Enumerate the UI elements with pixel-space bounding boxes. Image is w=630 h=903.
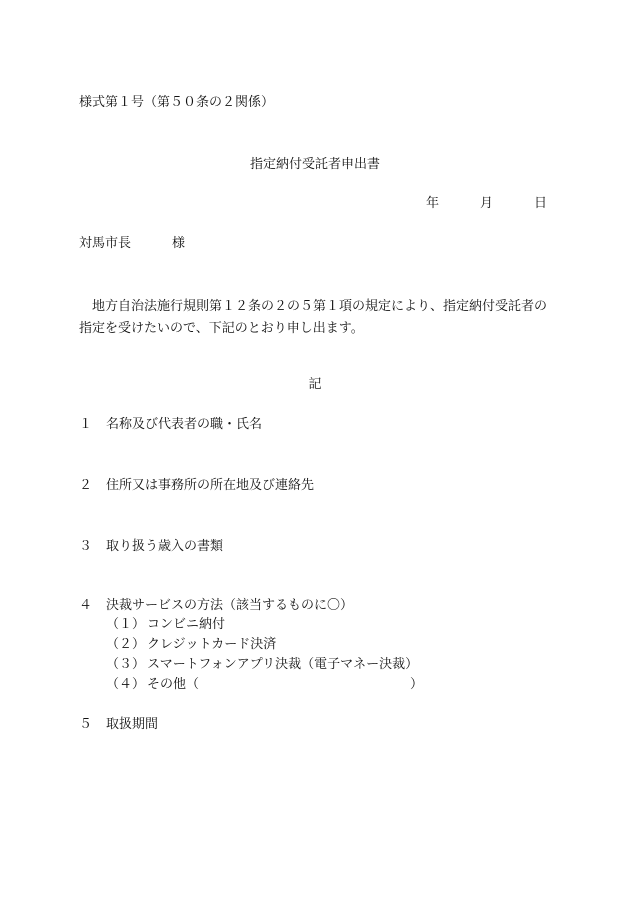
body-paragraph: 地方自治法施行規則第１２条の２の５第１項の規定により、指定納付受託者の指定を受けたいので、下記のとおり申し出ます。 [79, 299, 548, 336]
item-number: ５ [79, 717, 93, 732]
form-number: 様式第１号（第５０条の２関係） [79, 95, 275, 110]
item-label-address-contact: 住所又は事務所の所在地及び連絡先 [106, 478, 315, 493]
ki-heading: 記 [308, 377, 322, 392]
item-number: ４ [79, 598, 93, 613]
payment-method-number: （２） [106, 637, 146, 652]
payment-method-other: その他（ [147, 677, 200, 692]
payment-method-number: （１） [106, 617, 146, 632]
date-line [420, 195, 555, 212]
date-month-label: 月 [480, 196, 494, 211]
item-number: １ [79, 417, 93, 432]
date-year-label: 年 [426, 196, 440, 211]
item-label-payment-method: 決裁サービスの方法（該当するものに〇） [106, 598, 354, 613]
document-title: 指定納付受託者申出書 [249, 157, 380, 172]
addressee-honorific: 様 [172, 236, 186, 251]
payment-method-credit-card: クレジットカード決済 [147, 637, 277, 652]
payment-method-convenience-store: コンビニ納付 [147, 617, 226, 632]
payment-method-smartphone-app: スマートフォンアプリ決裁（電子マネー決裁） [147, 657, 419, 672]
payment-method-number: （４） [106, 677, 146, 692]
item-label-handling-period: 取扱期間 [106, 717, 159, 732]
addressee-name: 対馬市長 [79, 236, 132, 251]
item-label-name-representative: 名称及び代表者の職・氏名 [106, 417, 263, 432]
item-number: ２ [79, 478, 93, 493]
date-day-label: 日 [534, 196, 548, 211]
payment-method-number: （３） [106, 657, 146, 672]
item-number: ３ [79, 539, 93, 554]
item-label-revenue-documents: 取り扱う歳入の書類 [106, 539, 224, 554]
payment-method-other-close-paren: ） [410, 677, 424, 692]
